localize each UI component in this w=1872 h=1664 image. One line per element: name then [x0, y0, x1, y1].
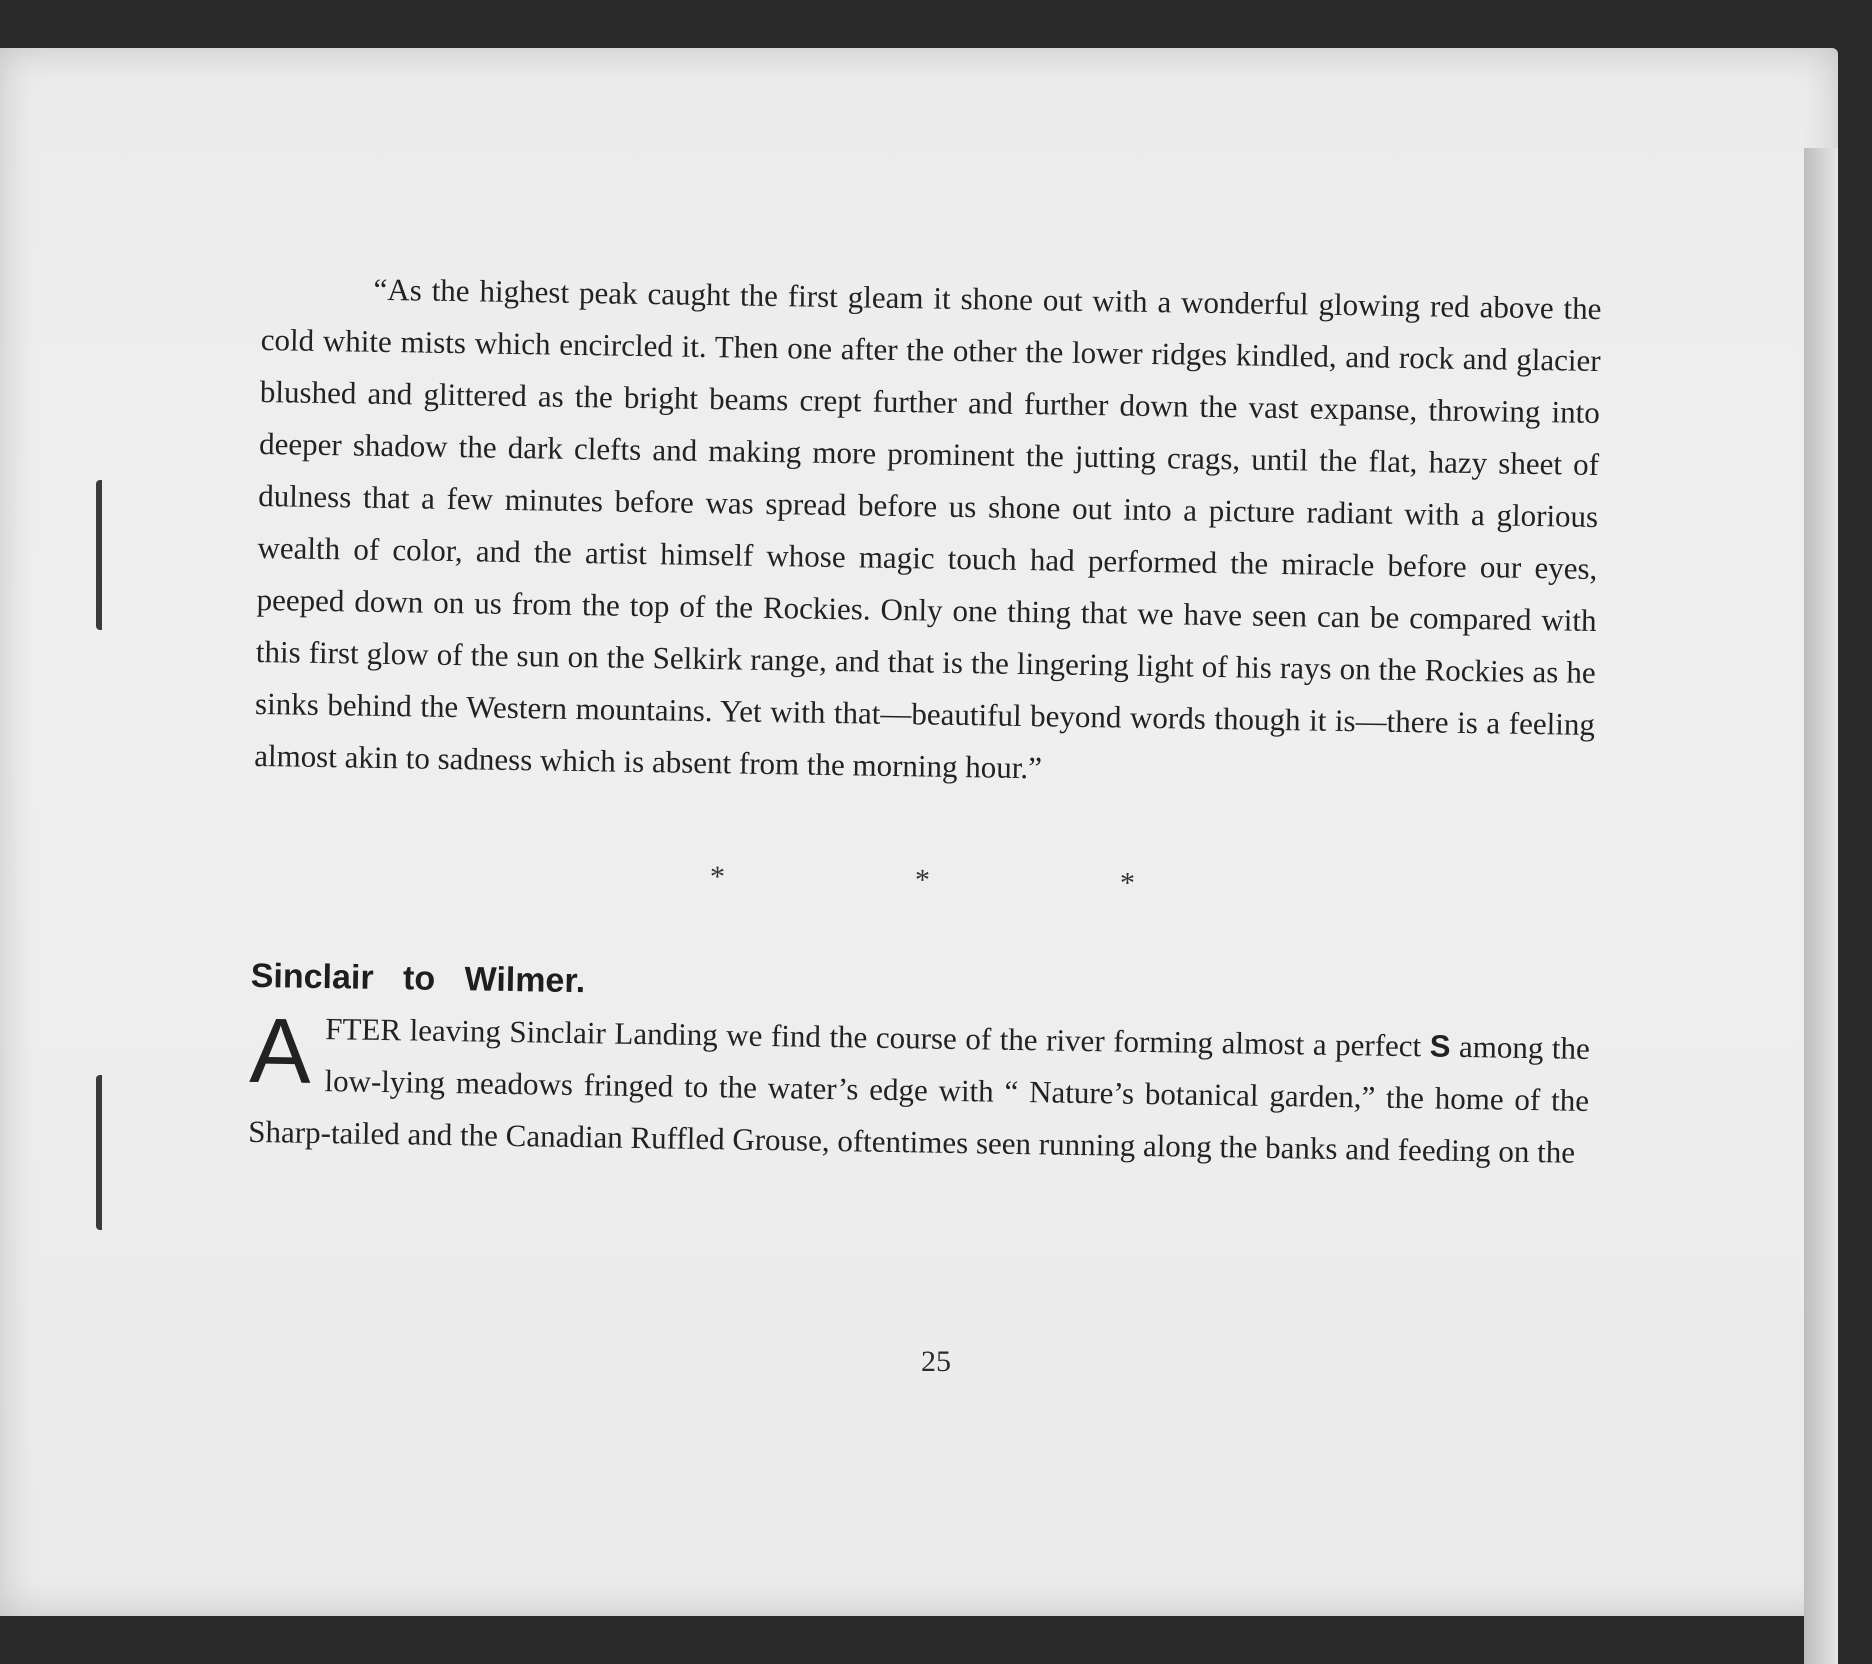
paragraph-text-end: among the low-lying meadows fringed to the water’s edge with “ Nature’s botanical garden,” the home of the Sharp-tailed and the Canadian Ruffled Grouse, oftentimes seen running along the banks and feeding on the — [248, 1028, 1591, 1170]
section-separator — [252, 844, 1593, 917]
drop-cap: A — [248, 999, 312, 1103]
quote-paragraph: “As the highest peak caught the first gleam it shone out with a wonderful glowing red above the cold white mists which encircled it. Then one after the other the lower ridges kindled, and rock and glacier blushed and glittered as the bright beams crept further and further down the vast expanse, throwing into deeper shadow the dark clefts and making more prominent the jutting crags, until the flat, hazy sheet of dulness that a few minutes before was spread before us shone out into a picture radiant with a glorious wealth of color, and the artist himself whose magic touch had performed the miracle before our eyes, peeped down on us from the top of the Rockies. Only one thing that we have seen can be compared with this first glow of the sun on the Selkirk range, and that is the lingering light of his rays on the Rockies as he sinks behind the Western mountains. Yet with that—beautiful beyond words though it is—there is a feeling almost akin to sadness which is absent from the morning hour.” — [253, 271, 1602, 786]
paragraph-text-start: FTER leaving Sinclair Landing we find the course of the river forming almost a perfect — [325, 1011, 1431, 1064]
separator-star: * — [709, 860, 726, 894]
text-block — [248, 262, 1602, 1179]
separator-star: * — [1119, 866, 1136, 900]
page-edge — [1804, 148, 1838, 1664]
page-number: 25 — [921, 1345, 951, 1378]
section-paragraph — [248, 999, 1591, 1179]
separator-star: * — [914, 863, 931, 897]
s-letter: S — [1429, 1028, 1451, 1064]
section-heading: Sinclair to Wilmer. — [250, 956, 586, 1001]
binding-thread-top — [96, 480, 124, 630]
binding-thread-bottom — [96, 1075, 124, 1230]
